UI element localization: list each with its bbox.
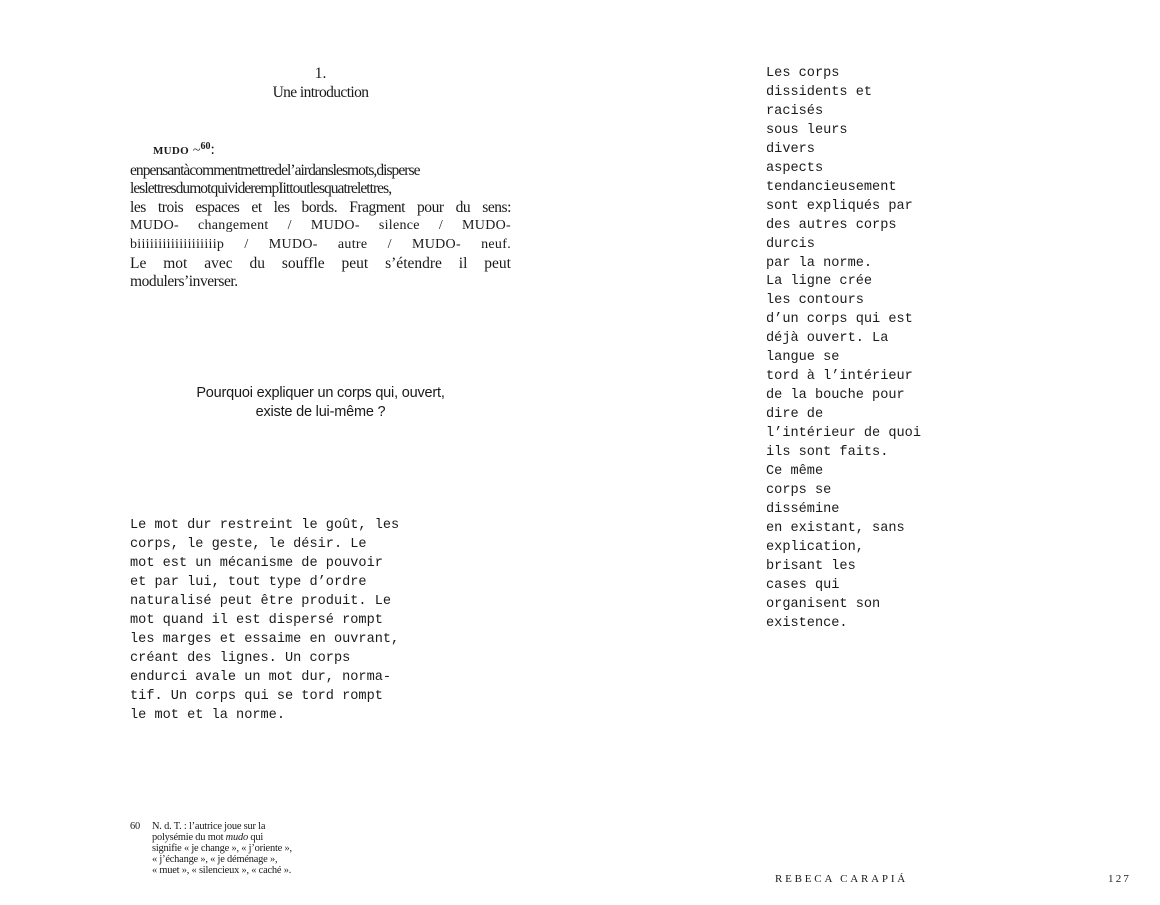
dictionary-entry: [130, 138, 511, 292]
poem-line: brisant les: [766, 558, 856, 574]
paragraph-line: Le mot dur restreint le goût, les: [130, 518, 400, 533]
paragraph-line: tif. Un corps qui se tord rompt: [130, 688, 383, 704]
page-number: 127: [1108, 873, 1132, 885]
poem-line: d’un corps qui est: [766, 312, 913, 328]
poem-line: existence.: [766, 615, 848, 631]
paragraph-line: créant des lignes. Un corps: [130, 650, 351, 666]
poem-line: ils sont faits.: [766, 445, 889, 461]
paragraph-line: endurci avale un mot dur, norma-: [130, 669, 392, 685]
footnote-text: [152, 822, 342, 877]
footnote-line: « muet », « silencieux », « caché ».: [152, 864, 292, 876]
poem-line: dissémine: [766, 501, 840, 517]
italic-term: mudo: [225, 831, 248, 843]
footnote-reference: 60: [200, 141, 211, 152]
chapter-title: Une introduction: [272, 84, 369, 101]
chapter-heading: [130, 64, 511, 102]
poem-line: langue se: [766, 350, 840, 366]
chapter-number: 1.: [314, 65, 327, 82]
poem-line: des autres corps: [766, 217, 897, 233]
poem-line: les contours: [766, 293, 864, 309]
footnote-number: 60: [130, 821, 140, 832]
poem-line: cases qui: [766, 577, 840, 593]
paragraph-line: le mot et la norme.: [130, 707, 285, 723]
poem-line: par la norme.: [766, 255, 873, 271]
entry-line: enpensantàcommentmettredel’airdanslesmots,disperse: [130, 161, 420, 179]
poem-line: durcis: [766, 236, 815, 252]
paragraph-line: les marges et essaime en ouvrant,: [130, 631, 400, 647]
poem-line: en existant, sans: [766, 520, 905, 536]
paragraph-line: naturalisé peut être produit. Le: [130, 593, 392, 609]
poem-line: explication,: [766, 539, 864, 555]
paragraph-line: mot quand il est dispersé rompt: [130, 612, 383, 628]
poem-line: Les corps: [766, 66, 840, 81]
entry-line: biiiiiiiiiiiiiiiiiiip / MUDO- autre / MUDO- neuf.: [130, 236, 511, 252]
poem-line: déjà ouvert. La: [766, 331, 889, 347]
question-line: Pourquoi expliquer un corps qui, ouvert,: [196, 385, 445, 401]
poem-line: dire de: [766, 407, 824, 423]
footnote-line: N. d. T. : l’autrice joue sur la: [152, 821, 266, 832]
poem-line: Ce même: [766, 464, 824, 480]
entry-line: Le mot avec du souffle peut s’étendre il peut: [130, 254, 511, 272]
entry-line: leslettresdumotquividerempIittoutlesquatrelettres,: [130, 180, 392, 198]
footnote-line: « j’échange », « je déménage »,: [152, 853, 278, 865]
poem-line: tendancieusement: [766, 179, 897, 195]
poem-line: divers: [766, 141, 815, 157]
paragraph-line: mot est un mécanisme de pouvoir: [130, 555, 383, 571]
poem-line: sous leurs: [766, 122, 848, 138]
poem-line: sont expliqués par: [766, 198, 913, 214]
entry-line: MUDO- changement / MUDO- silence / MUDO-: [130, 218, 511, 234]
tilde-symbol: ~: [192, 143, 201, 158]
poem-line: tord à l’intérieur: [766, 369, 913, 385]
poem-line: dissidents et: [766, 84, 873, 100]
poem-line: corps se: [766, 482, 832, 498]
poem-line: aspects: [766, 160, 824, 176]
entry-head-word: MUDO: [153, 145, 190, 157]
paragraph-line: corps, le geste, le désir. Le: [130, 536, 367, 552]
question-block: [130, 384, 511, 422]
footnote-line: polysémie du mot mudo qui: [152, 831, 264, 843]
footnote-line: signifie « je change », « j’oriente »,: [152, 842, 292, 854]
question-line: existe de lui-même ?: [255, 404, 386, 420]
entry-line: modulers’inverser.: [130, 273, 238, 291]
poem: [766, 65, 921, 634]
entry-line: les trois espaces et les bords. Fragment pour du sens:: [130, 198, 511, 216]
poem-line: l’intérieur de quoi: [766, 426, 921, 442]
entry-head: [130, 138, 511, 161]
body-paragraph: [130, 517, 400, 725]
poem-line: organisent son: [766, 596, 881, 612]
entry-body: [130, 162, 511, 292]
poem-line: La ligne crée: [766, 274, 873, 290]
paragraph-line: et par lui, tout type d’ordre: [130, 574, 367, 590]
poem-line: racisés: [766, 103, 824, 119]
poem-line: de la bouche pour: [766, 388, 905, 404]
running-footer-author: REBECA CARAPIÁ: [775, 873, 909, 885]
entry-head-colon: :: [210, 141, 215, 158]
